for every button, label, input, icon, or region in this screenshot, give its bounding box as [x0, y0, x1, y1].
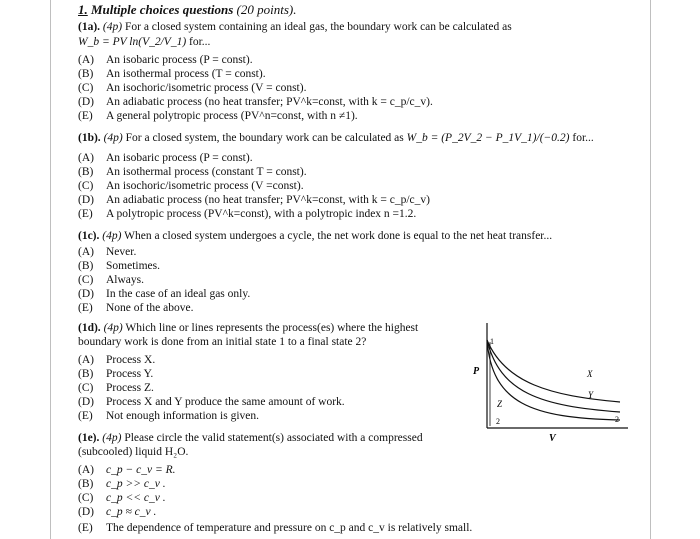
label-z: Z [497, 399, 503, 409]
section-title [78, 3, 297, 16]
q1e-option-e[interactable] [78, 523, 472, 535]
q1c-stem [78, 231, 552, 243]
q1b-option-c[interactable] [78, 181, 304, 193]
q1b-option-b[interactable] [78, 167, 307, 179]
q1a-option-e[interactable] [78, 111, 358, 123]
q1a-formula-tail: for... [186, 36, 211, 48]
option-text: c_p ≈ c_v . [106, 506, 157, 518]
option-text: Sometimes. [106, 260, 160, 272]
option-key: (D) [78, 506, 94, 518]
option-text: Process X and Y produce the same amount of work. [106, 396, 345, 408]
option-key: (C) [78, 82, 94, 94]
option-text: Process Y. [106, 368, 154, 380]
option-key: (C) [78, 492, 94, 504]
q1e-points: (4p) [102, 432, 122, 444]
q1d-option-e[interactable] [78, 411, 259, 423]
q1e-option-b[interactable] [78, 479, 166, 491]
q1c-stem-text: When a closed system undergoes a cycle, the net work done is equal to the net heat transfer... [121, 230, 553, 242]
option-key: (E) [78, 302, 93, 314]
q1d-stem-text: Which line or lines represents the process(es) where the highest [122, 322, 419, 334]
q1c-option-e[interactable] [78, 303, 194, 315]
option-key: (A) [78, 354, 94, 366]
q1b-option-d[interactable] [78, 195, 430, 207]
option-key: (B) [78, 260, 94, 272]
q1e-stem-line2: (subcooled) liquid H₂O. [78, 446, 189, 458]
q1b-option-a[interactable] [78, 153, 253, 165]
q1d-option-d[interactable] [78, 397, 345, 409]
q1b-option-e[interactable] [78, 209, 416, 221]
y-axis-label: P [473, 366, 480, 377]
option-key: (B) [78, 478, 94, 490]
q1a-option-b[interactable] [78, 69, 266, 81]
q1b-formula-tail: for... [569, 132, 594, 144]
q1a-option-a[interactable] [78, 55, 253, 67]
option-key: (D) [78, 194, 94, 206]
q1a-points: (4p) [102, 21, 123, 33]
option-text: A general polytropic process (PV^n=const, with n ≠1). [106, 110, 358, 122]
page-edge-left [50, 0, 51, 539]
q1c-option-c[interactable] [78, 275, 144, 287]
q1d-points: (4p) [103, 322, 123, 334]
x-axis-label: V [549, 433, 556, 444]
option-key: (C) [78, 274, 94, 286]
q1d-option-b[interactable] [78, 369, 153, 381]
q1b-points: (4p) [103, 132, 123, 144]
q1a-formula-line [78, 37, 210, 49]
option-text: Never. [106, 246, 137, 258]
state-1-label: 1 [490, 337, 494, 346]
option-text: c_p − c_v = R. [106, 464, 176, 476]
section-number: 1. [78, 2, 88, 17]
label-x: X [587, 369, 593, 379]
option-key: (D) [78, 96, 94, 108]
option-text: An isobaric process (P = const). [106, 152, 253, 164]
option-key: (A) [78, 246, 94, 258]
curve-z [487, 340, 620, 420]
option-key: (A) [78, 152, 94, 164]
option-text: Process X. [106, 354, 156, 366]
option-text: An isobaric process (P = const). [106, 54, 253, 66]
option-text: c_p >> c_v . [106, 478, 166, 490]
q1e-option-c[interactable] [78, 493, 166, 505]
option-key: (B) [78, 166, 94, 178]
curve-y [487, 340, 620, 412]
q1d-stem [78, 323, 418, 335]
q1b-label: (1b). [78, 132, 101, 144]
q1b-stem [78, 133, 594, 145]
page-edge-right [650, 0, 651, 539]
option-text: c_p << c_v . [106, 492, 166, 504]
option-text: Process Z. [106, 382, 154, 394]
option-key: (E) [78, 110, 93, 122]
q1e-option-a[interactable] [78, 465, 175, 477]
q1c-option-b[interactable] [78, 261, 160, 273]
q1d-option-a[interactable] [78, 355, 155, 367]
option-text: The dependence of temperature and pressure on c_p and c_v is relatively small. [106, 522, 473, 534]
q1c-option-d[interactable] [78, 289, 250, 301]
q1a-stem-text: For a closed system containing an ideal gas, the boundary work can be calculated as [122, 21, 512, 33]
option-key: (E) [78, 208, 93, 220]
option-key: (C) [78, 180, 94, 192]
section-label: Multiple choices questions [87, 2, 234, 17]
state-2-label-bottom: 2 [496, 417, 500, 426]
option-key: (A) [78, 464, 94, 476]
option-text: An isochoric/isometric process (V = const). [106, 82, 307, 94]
curve-x [487, 340, 620, 402]
q1a-stem [78, 22, 512, 34]
option-text: Always. [106, 274, 145, 286]
option-text: Not enough information is given. [106, 410, 259, 422]
q1d-label: (1d). [78, 322, 101, 334]
option-text: An adiabatic process (no heat transfer; PV^k=const, with k = c_p/c_v). [106, 96, 433, 108]
option-key: (D) [78, 288, 94, 300]
option-text: In the case of an ideal gas only. [106, 288, 251, 300]
option-text: An adiabatic process (no heat transfer; PV^k=const, with k = c_p/c_v) [106, 194, 430, 206]
pv-diagram [470, 318, 635, 448]
q1d-stem-line2: boundary work is done from an initial state 1 to a final state 2? [78, 336, 367, 348]
q1e-stem [78, 433, 423, 445]
option-key: (B) [78, 368, 94, 380]
option-key: (E) [78, 410, 93, 422]
option-text: An isothermal process (constant T = const). [106, 166, 307, 178]
option-key: (A) [78, 54, 94, 66]
option-key: (D) [78, 396, 94, 408]
q1b-stem-text: For a closed system, the boundary work can be calculated as [122, 132, 404, 144]
q1c-option-a[interactable] [78, 247, 136, 259]
option-key: (C) [78, 382, 94, 394]
state-2-label-right: 2 [615, 415, 619, 424]
section-points: (20 points). [236, 2, 297, 17]
q1b-formula: W_b = (P_2V_2 − P_1V_1)/(−0.2) [406, 132, 570, 144]
label-y: Y [588, 390, 594, 400]
q1a-option-d[interactable] [78, 97, 433, 109]
q1c-label: (1c). [78, 230, 100, 242]
q1a-option-c[interactable] [78, 83, 306, 95]
q1a-label: (1a). [78, 21, 101, 33]
q1e-option-d[interactable] [78, 507, 156, 519]
q1d-option-c[interactable] [78, 383, 154, 395]
option-key: (B) [78, 68, 94, 80]
option-key: (E) [78, 522, 93, 534]
q1c-points: (4p) [102, 230, 122, 242]
q1e-stem-text: Please circle the valid statement(s) associated with a compressed [121, 432, 423, 444]
q1a-formula: W_b = PV ln(V_2/V_1) [78, 36, 187, 48]
option-text: A polytropic process (PV^k=const), with a polytropic index n =1.2. [106, 208, 417, 220]
option-text: An isothermal process (T = const). [106, 68, 266, 80]
option-text: None of the above. [106, 302, 194, 314]
option-text: An isochoric/isometric process (V =const). [106, 180, 304, 192]
q1e-label: (1e). [78, 432, 100, 444]
